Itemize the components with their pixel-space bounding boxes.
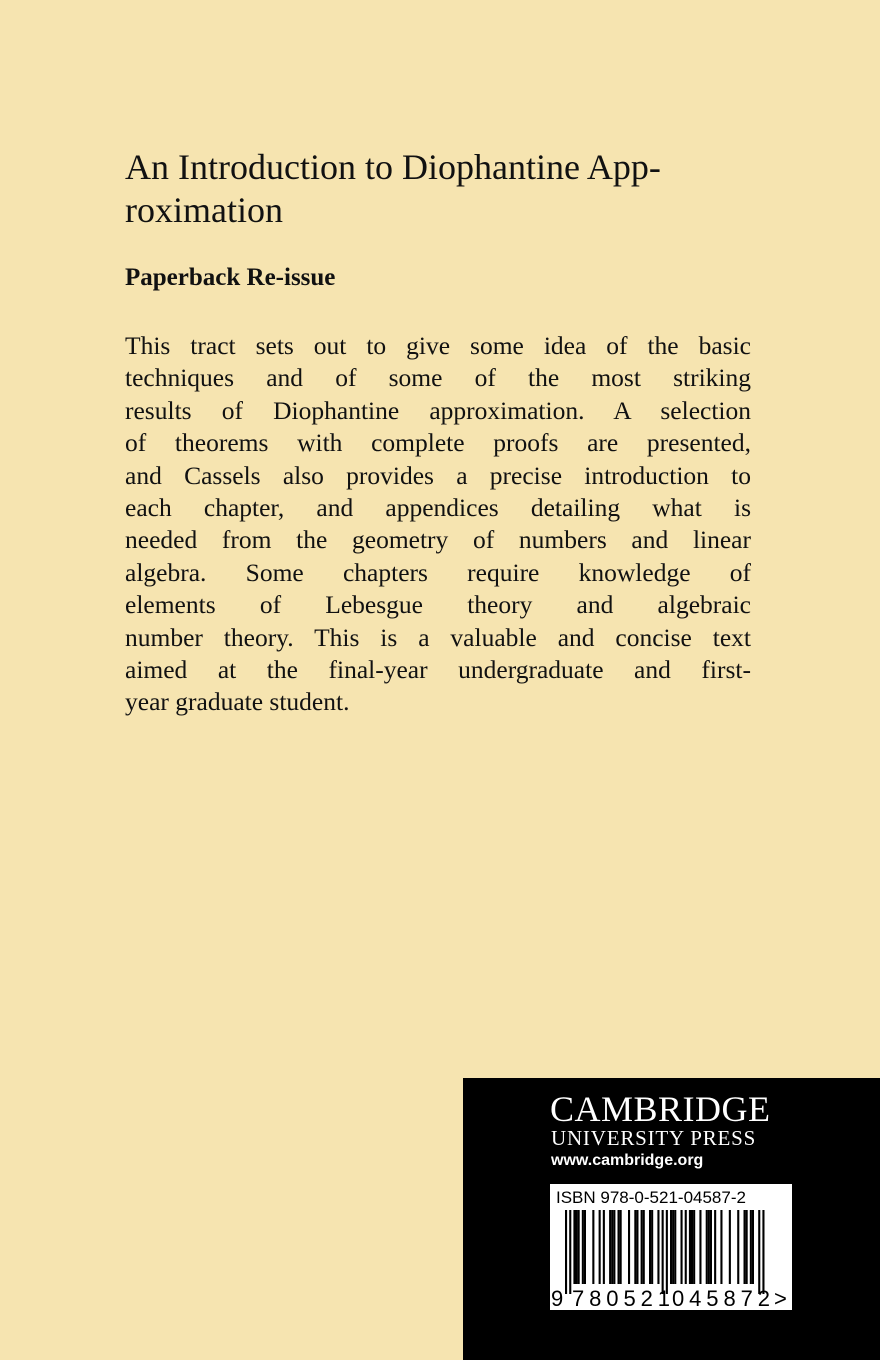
publisher-subname: UNIVERSITY PRESS bbox=[551, 1126, 757, 1150]
barcode-bar bbox=[569, 1210, 571, 1294]
blurb-line: of theorems with complete proofs are presented, bbox=[125, 428, 751, 458]
publisher-name: CAMBRIDGE bbox=[550, 1089, 771, 1129]
publisher-block bbox=[463, 1078, 880, 1360]
barcode-bar bbox=[599, 1210, 601, 1284]
title-line-2: roximation bbox=[125, 190, 283, 230]
barcode-bar bbox=[758, 1210, 760, 1294]
blurb-line: algebra. Some chapters require knowledge of bbox=[125, 557, 751, 587]
barcode-bar bbox=[746, 1210, 748, 1284]
isbn-barcode bbox=[550, 1184, 792, 1310]
barcode-bar bbox=[720, 1210, 722, 1284]
blurb-line: techniques and of some of the most striking bbox=[125, 363, 751, 393]
barcode-bar bbox=[662, 1210, 664, 1294]
barcode-bar bbox=[714, 1210, 716, 1284]
barcode-bar bbox=[708, 1210, 710, 1284]
barcode-right-digits: 045872 bbox=[672, 1286, 770, 1310]
book-title bbox=[125, 146, 765, 232]
barcode-first-digit: 9 bbox=[551, 1286, 564, 1310]
isbn-label: ISBN 978-0-521-04587-2 bbox=[556, 1188, 746, 1207]
barcode-bar bbox=[672, 1210, 674, 1284]
blurb-line: This tract sets out to give some idea of the basic bbox=[125, 331, 751, 360]
barcode-bar bbox=[584, 1210, 586, 1284]
barcode-bar bbox=[737, 1210, 739, 1284]
barcode-bar bbox=[710, 1210, 712, 1284]
barcode-bar bbox=[603, 1210, 605, 1284]
barcode-bar bbox=[681, 1210, 683, 1284]
barcode-bar bbox=[573, 1210, 575, 1284]
barcode-bar bbox=[578, 1210, 580, 1284]
barcode-bar bbox=[691, 1210, 693, 1284]
barcode-bar bbox=[576, 1210, 578, 1284]
barcode-bar bbox=[643, 1210, 645, 1284]
barcode-bar bbox=[689, 1210, 691, 1284]
blurb-line: elements of Lebesgue theory and algebraic bbox=[125, 590, 751, 620]
barcode-bar bbox=[674, 1210, 676, 1284]
barcode-bar bbox=[685, 1210, 687, 1284]
barcode-end-mark: > bbox=[774, 1286, 787, 1310]
barcode-bars bbox=[550, 1184, 792, 1310]
barcode-bar bbox=[666, 1210, 668, 1294]
barcode-bar bbox=[693, 1210, 695, 1284]
barcode-bar bbox=[609, 1210, 611, 1284]
barcode-bar bbox=[729, 1210, 731, 1284]
barcode-bar bbox=[752, 1210, 754, 1284]
blurb-line: aimed at the final-year undergraduate and first- bbox=[125, 655, 751, 685]
barcode-bar bbox=[618, 1210, 620, 1284]
barcode-bar bbox=[636, 1210, 638, 1284]
barcode-bar bbox=[750, 1210, 752, 1284]
blurb-line: needed from the geometry of numbers and linear bbox=[125, 525, 751, 555]
barcode-bar bbox=[649, 1210, 651, 1284]
barcode-bar bbox=[651, 1210, 653, 1284]
barcode-bar bbox=[628, 1210, 630, 1284]
edition-label: Paperback Re-issue bbox=[125, 264, 336, 291]
barcode-bar bbox=[565, 1210, 567, 1294]
barcode-bar bbox=[611, 1210, 613, 1284]
barcode-bar bbox=[706, 1210, 708, 1284]
barcode-bar-group bbox=[565, 1210, 765, 1294]
barcode-bar bbox=[762, 1210, 764, 1294]
barcode-bar bbox=[657, 1210, 659, 1284]
barcode-bar bbox=[670, 1210, 672, 1284]
barcode-bar bbox=[634, 1210, 636, 1284]
blurb-line: each chapter, and appendices detailing what is bbox=[125, 493, 751, 523]
barcode-bar bbox=[641, 1210, 643, 1284]
barcode-bar bbox=[744, 1210, 746, 1284]
blurb-text bbox=[125, 330, 751, 719]
barcode-bar bbox=[699, 1210, 701, 1284]
barcode-bar bbox=[620, 1210, 622, 1284]
publisher-url: www.cambridge.org bbox=[551, 1152, 704, 1169]
barcode-bar bbox=[592, 1210, 594, 1284]
blurb-line: and Cassels also provides a precise introduction to bbox=[125, 460, 751, 490]
blurb-line: number theory. This is a valuable and concise text bbox=[125, 622, 751, 652]
barcode-bar bbox=[582, 1210, 584, 1284]
barcode-bar bbox=[613, 1210, 615, 1284]
barcode-left-digits: 780521 bbox=[572, 1286, 670, 1310]
blurb-line: results of Diophantine approximation. A selection bbox=[125, 395, 751, 425]
title-line-1: An Introduction to Diophantine App- bbox=[125, 147, 661, 187]
blurb-line: year graduate student. bbox=[125, 687, 350, 717]
